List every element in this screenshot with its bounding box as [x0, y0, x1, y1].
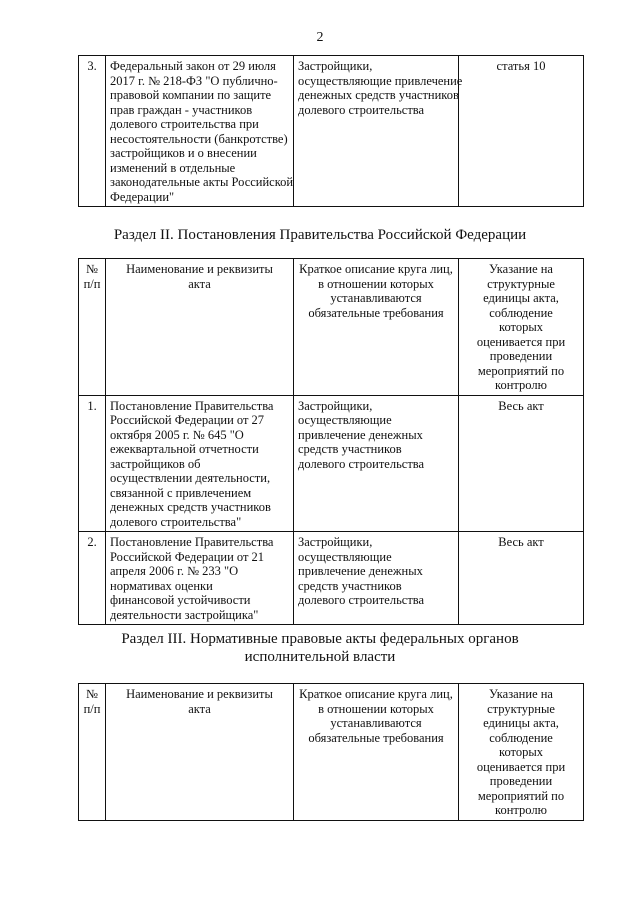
text-line: единицы акта, [483, 291, 559, 305]
act-description [294, 532, 459, 625]
text-line: проведении [489, 774, 553, 788]
text-line: Наименование и реквизиты [126, 262, 273, 276]
text-line: Застройщики, [298, 535, 373, 549]
text-line: контролю [495, 803, 547, 817]
text-line: акта [188, 701, 211, 716]
text-line: п/п [83, 701, 101, 716]
text-line: застройщиков и о внесении [110, 146, 257, 160]
act-name [106, 532, 294, 625]
text-line: Раздел III. Нормативные правовые акты федеральных органов [121, 631, 519, 647]
text-line: Застройщики, [298, 398, 373, 413]
header-number [79, 259, 106, 396]
row-number: 1. [79, 395, 106, 532]
text-line: устанавливаются [330, 291, 422, 305]
text-line: контролю [495, 378, 547, 392]
text-line: которых [499, 745, 543, 759]
text-line: устанавливаются [330, 716, 422, 730]
text-line: осуществляющие привлечение [298, 73, 463, 88]
text-line: правовой компании по защите [110, 88, 272, 102]
text-line: долевого строительства [298, 593, 425, 607]
row-number: 2. [79, 532, 106, 625]
text-line: соблюдение [489, 305, 553, 320]
header-description [294, 684, 459, 821]
text-line: которых [499, 320, 543, 334]
act-unit: статья 10 [459, 56, 584, 207]
header-description [294, 259, 459, 396]
text-line: осуществляющие [298, 413, 392, 427]
text-line: долевого строительства [298, 102, 425, 117]
text-line: оценивается при [476, 759, 566, 774]
section3-table [78, 683, 584, 821]
text-line: Российской Федерации от 21 [110, 549, 265, 564]
text-line: ежеквартальной отчетности [110, 442, 259, 456]
text-line: в отношении которых [318, 276, 434, 291]
text-line: привлечение денежных [298, 427, 423, 442]
text-line: несостоятельности (банкротстве) [110, 131, 288, 146]
text-line: связанной с привлечением [110, 485, 252, 500]
act-description [294, 395, 459, 532]
text-line: октября 2005 г. № 645 "О [110, 427, 244, 442]
text-line: № [86, 687, 98, 701]
text-line: мероприятий по [477, 363, 565, 378]
text-line: осуществлении деятельности, [110, 471, 271, 485]
act-unit: Весь акт [459, 395, 584, 532]
header-name [106, 259, 294, 396]
text-line: апреля 2006 г. № 233 "О [110, 564, 239, 578]
header-unit [459, 684, 584, 821]
text-line: долевого строительства [298, 456, 425, 471]
table-row [79, 532, 584, 625]
act-description [294, 56, 463, 207]
text-line: Застройщики, [298, 59, 373, 73]
header-unit [459, 259, 584, 396]
text-line: Постановление Правительства [110, 535, 274, 549]
text-line: законодательные акты Российской [110, 175, 294, 189]
table-header-row [79, 684, 584, 821]
text-line: Постановление Правительства [110, 398, 274, 413]
text-line: Краткое описание круга лиц, [299, 687, 453, 701]
text-line: соблюдение [489, 730, 553, 745]
page-number: 2 [316, 30, 324, 45]
text-line: исполнительной власти [244, 649, 396, 665]
text-line: 2017 г. № 218-ФЗ "О публично- [110, 73, 278, 88]
text-line: мероприятий по [477, 788, 565, 803]
header-name [106, 684, 294, 821]
act-name [106, 395, 294, 532]
text-line: прав граждан - участников [110, 102, 253, 117]
text-line: единицы акта, [483, 716, 559, 730]
text-line: финансовой устойчивости [110, 593, 251, 607]
text-line: Российской Федерации от 27 [110, 413, 265, 427]
text-line: п/п [83, 276, 101, 291]
text-line: структурные [487, 701, 555, 716]
text-line: Указание на [489, 262, 553, 276]
text-line: средств участников [298, 442, 402, 456]
act-name [106, 56, 294, 207]
section3-heading [0, 630, 640, 666]
text-line: Федерации" [110, 189, 175, 204]
text-line: Краткое описание круга лиц, [299, 262, 453, 276]
text-line: Федеральный закон от 29 июля [110, 59, 276, 73]
text-line: оценивается при [476, 334, 566, 349]
header-number [79, 684, 106, 821]
text-line: изменений в отдельные [110, 160, 236, 175]
text-line: в отношении которых [318, 701, 434, 716]
text-line: Наименование и реквизиты [126, 687, 273, 701]
row-number: 3. [79, 56, 106, 207]
table-header-row [79, 259, 584, 396]
text-line: нормативах оценки [110, 578, 213, 593]
section2-heading: Раздел II. Постановления Правительства Российской Федерации [113, 227, 527, 243]
text-line: № [86, 262, 98, 276]
text-line: обязательные требования [308, 305, 444, 320]
text-line: обязательные требования [308, 730, 444, 745]
section1-table [78, 55, 584, 207]
text-line: структурные [487, 276, 555, 291]
text-line: денежных средств участников [298, 88, 459, 102]
text-line: средств участников [298, 578, 402, 593]
text-line: застройщиков об [110, 456, 201, 471]
text-line: акта [188, 276, 211, 291]
text-line: проведении [489, 349, 553, 363]
text-line: денежных средств участников [110, 500, 271, 514]
text-line: осуществляющие [298, 549, 392, 564]
text-line: долевого строительства" [110, 514, 242, 529]
text-line: деятельности застройщика" [110, 607, 259, 622]
table-row [79, 56, 584, 207]
act-unit: Весь акт [459, 532, 584, 625]
text-line: Указание на [489, 687, 553, 701]
text-line: долевого строительства при [110, 117, 259, 131]
table-row [79, 395, 584, 532]
section2-table [78, 258, 584, 625]
text-line: привлечение денежных [298, 564, 423, 578]
